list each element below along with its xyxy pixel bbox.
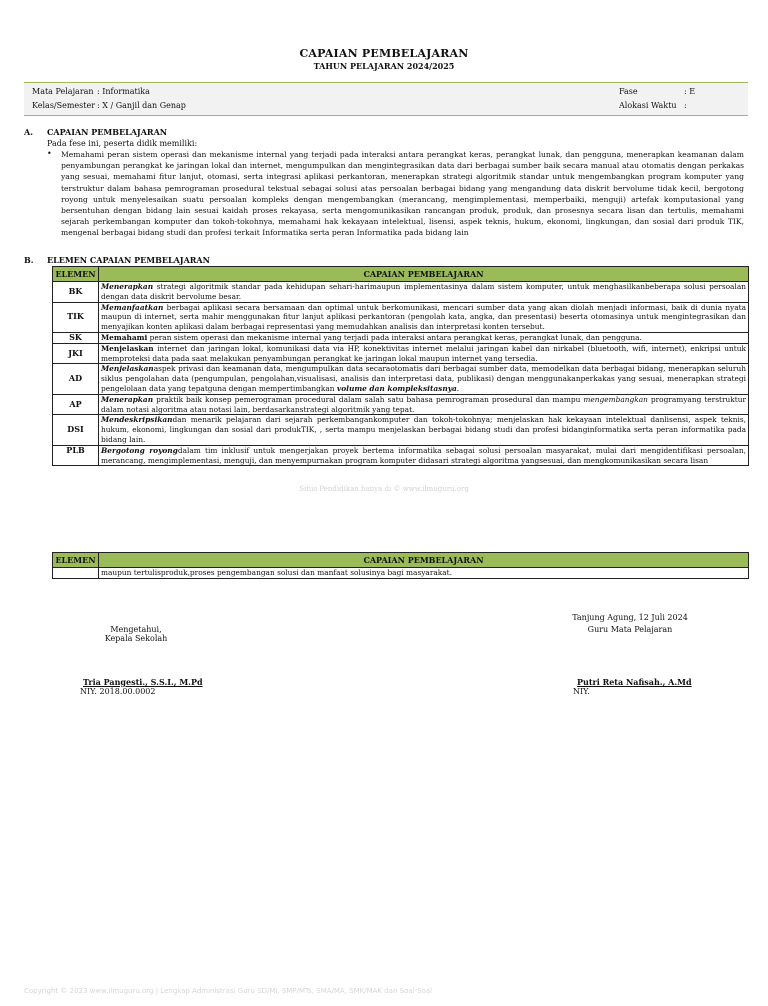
teacher-name: Putri Reta Nafisah., A.Md [577,677,692,687]
table-row [53,394,749,415]
section-a-marker: A. [24,127,33,137]
alokasi-value: : [684,101,687,110]
acknowledged-label: Mengetahui, [110,625,162,634]
table-header-row [53,267,749,282]
capaian-tail-bold: volume dan kompleksitasnya [336,383,457,393]
capaian-lead: Menjelaskan [101,343,154,353]
capaian-body: internet dan jaringan lokal, komunikasi data via HP, konektivitas internet melalui jaringan kabel dan nirkabel (bluetooth, wifi, internet), enkripsi untuk memproteksi data pada saat melakukan penyambungan perangkat ke jaringan lokal maupun internet yang tersedia. [101,343,746,363]
table-row [53,445,749,466]
table-row [53,332,749,343]
col-header-capaian: CAPAIAN PEMBELAJARAN [99,553,749,568]
capaian-tail: . [456,383,460,393]
elemen-code: PLB [53,445,99,466]
elemen-code: SK [53,332,99,343]
table-row [53,302,749,332]
capaian-text [99,343,749,364]
capaian-lead: Memahami [101,332,148,342]
elemen-code: TIK [53,302,99,332]
capaian-body: peran sistem operasi dan mekanisme internal yang terjadi pada interaksi antara perangkat keras, perangkat lunak, dan pengguna. [147,332,642,342]
mapel-value: : Informatika [97,87,150,96]
table-row [53,568,749,579]
section-b-heading: ELEMEN CAPAIAN PEMBELAJARAN [47,255,210,265]
capaian-text [99,302,749,332]
page-subtitle: TAHUN PELAJARAN 2024/2025 [313,61,455,71]
col-header-capaian: CAPAIAN PEMBELAJARAN [99,267,749,282]
capaian-text [99,364,749,394]
elemen-code: BK [53,282,99,303]
capaian-continuation: maupun tertulisproduk,proses pengembangan solusi dan manfaat solusinya bagi masyarakat. [99,568,749,579]
kelas-label: Kelas/Semester [32,101,96,110]
mapel-label: Mata Pelajaran [32,87,94,96]
fase-value: : E [684,87,696,96]
capaian-body: strategi algoritmik standar pada kehidupan sehari-harimaupun implementasinya dalam sistem komputer, untuk menghasilkanbeberapa solusi persoalan dengan data diskrit bervolume besar. [101,282,746,301]
page-title: CAPAIAN PEMBELAJARAN [299,47,469,60]
capaian-lead: Memanfaatkan [101,302,164,312]
capaian-body: berbagai aplikasi secara bersamaan dan optimal untuk berkomunikasi, mencari sumber data yang akan diolah menjadi informasi, baik di dunia nyata maupun di internet, serta mahir menggunakan fitur lanjut aplikasi perkantoran (pengolah kata, angka, dan presentasi) beserta otomasinya untuk mengintegrasikan dan menyajikan konten aplikasi dalam berbagai representasi yang memudahkan analisis dan interpretasi konten tersebut. [101,302,746,332]
kelas-value: : X / Ganjil dan Genap [97,101,186,110]
principal-niy: NIY. 2018.00.0002 [80,687,156,696]
capaian-lead: Mendeskripsikan [101,415,173,425]
capaian-text [99,332,749,343]
col-header-elemen: ELEMEN [53,553,99,568]
teacher-niy: NIY. [573,687,590,696]
table-row [53,282,749,303]
capaian-body-2: programyang terstruktur dalam notasi algoritma atau notasi lain, berdasarkanstrategi algoritmik yang tepat. [101,394,746,414]
elemen-code-empty [53,568,99,579]
capaian-body: dalam tim inklusif untuk mengerjakan proyek bertema informatika sebagai solusi persoalan masyarakat, mulai dari mengidentifikasi persoalan, merancang, mengimplementasi, menguji, dan menyempurnakan program komputer didasari strategi algoritma yangsesuai, dan mengkomunikasikan secara lisan [101,445,746,465]
principal-role: Kepala Sekolah [104,634,168,643]
capaian-table-continued [52,552,749,579]
col-header-elemen: ELEMEN [53,267,99,282]
section-a-bullet: Memahami peran sistem operasi dan mekanisme internal yang terjadi pada interaksi antara perangkat keras, perangkat lunak, dan pengguna, menerapkan keamanan dalam penyambungan perangkat ke jaringan lokal dan internet, mengumpulkan dan mengintegrasikan data dari berbagai sumber baik secara manual atau otomatis dengan perkakas yang sesuai, memahami fitur lanjut, otomasi, serta integrasi aplikasi perkantoran, menerapkan strategi algoritmik standar untuk mengembangkan program komputer yang terstruktur dalam bahasa pemrograman prosedural tekstual sebagai solusi atas persoalan berbagai bidang yang mengandung data diskrit bervolume tidak kecil, bergotong royong untuk menyelesaikan suatu persoalan kompleks dengan mengembangkan (merancang, mengimplementasi, memperbaiki, menguji) artefak komputasional yang bersentuhan dengan bidang lain sesuai kaidah proses rekayasa, serta mengomunikasikan rancangan produk, produk, dan prosesnya secara lisan dan tertulis, memahami sejarah perkembangan komputer dan tokoh-tokohnya, memahami hak kekayaan intelektual, lisensi, aspek teknis, hukum, ekonomi, lingkungan, dan sosial dari produk TIK, mengenal berbagai bidang studi dan profesi terkait Informatika serta peran Informatika pada bidang lain [61,150,744,238]
table-row [53,364,749,394]
capaian-lead: Bergotong royong [101,445,178,455]
teacher-role: Guru Mata Pelajaran [587,625,673,634]
alokasi-label: Alokasi Waktu [619,101,677,110]
table-header-row [53,553,749,568]
section-a-intro: Pada fese ini, peserta didik memiliki: [47,139,198,148]
capaian-text [99,394,749,415]
principal-name: Tria Pangesti., S.S.I., M.Pd [83,677,203,687]
table-row [53,415,749,445]
bullet-icon: • [47,149,52,158]
capaian-text [99,445,749,466]
capaian-lead: Menerapkan [101,282,154,291]
capaian-text [99,282,749,303]
place-date: Tanjung Agung, 12 Juli 2024 [572,613,688,622]
capaian-body: praktik baik konsep pemerograman procedural dalam salah satu bahasa pemrograman prosedural dan mampu [153,394,584,404]
capaian-body: dan menarik pelajaran dari sejarah perkembangankomputer dan tokoh-tokohnya; menjelaskan hak kekayaan intelektual danlisensi, aspek teknis, hukum, ekonomi, lingkungan dan sosial dari produkTIK, , serta mampu menjelaskan berbagai bidang studi dan profesi bidanginformatika serta peran informatika pada bidang lain. [101,415,746,444]
fase-label: Fase [619,87,638,96]
watermark-text: Situs Pendidikan hanya di © www.ilmuguru.org [299,485,469,493]
footer-copyright: Copyright © 2023 www.ilmuguru.org | Lengkap Administrasi Guru SD/MI, SMP/MTs, SMA/MA, SMK/MAK dan Soal-Soal [24,987,433,995]
section-a-heading: CAPAIAN PEMBELAJARAN [47,127,168,137]
capaian-table [52,266,749,466]
elemen-code: AD [53,364,99,394]
table-row [53,343,749,364]
elemen-code: DSI [53,415,99,445]
capaian-text [99,415,749,445]
capaian-body: aspek privasi dan keamanan data, mengumpulkan data secaraotomatis dari berbagai sumber data, memodelkan data berbagai bidang, menerapkan seluruh siklus pengolahan data (pengumpulan, pengolahan,visualisasi, analisis dan interpretasi data, publikasi) dengan menggunakanperkakas yang sesuai, menerapkan strategi pengelolaan data yang tepatguna dengan mempertimbangkan [101,364,746,393]
capaian-mid-italic: mengembangkan [583,394,648,404]
capaian-lead: Menjelaskan [101,364,154,374]
capaian-lead: Menerapkan [101,394,154,404]
elemen-code: AP [53,394,99,415]
elemen-code: JKI [53,343,99,364]
section-b-marker: B. [24,255,34,265]
